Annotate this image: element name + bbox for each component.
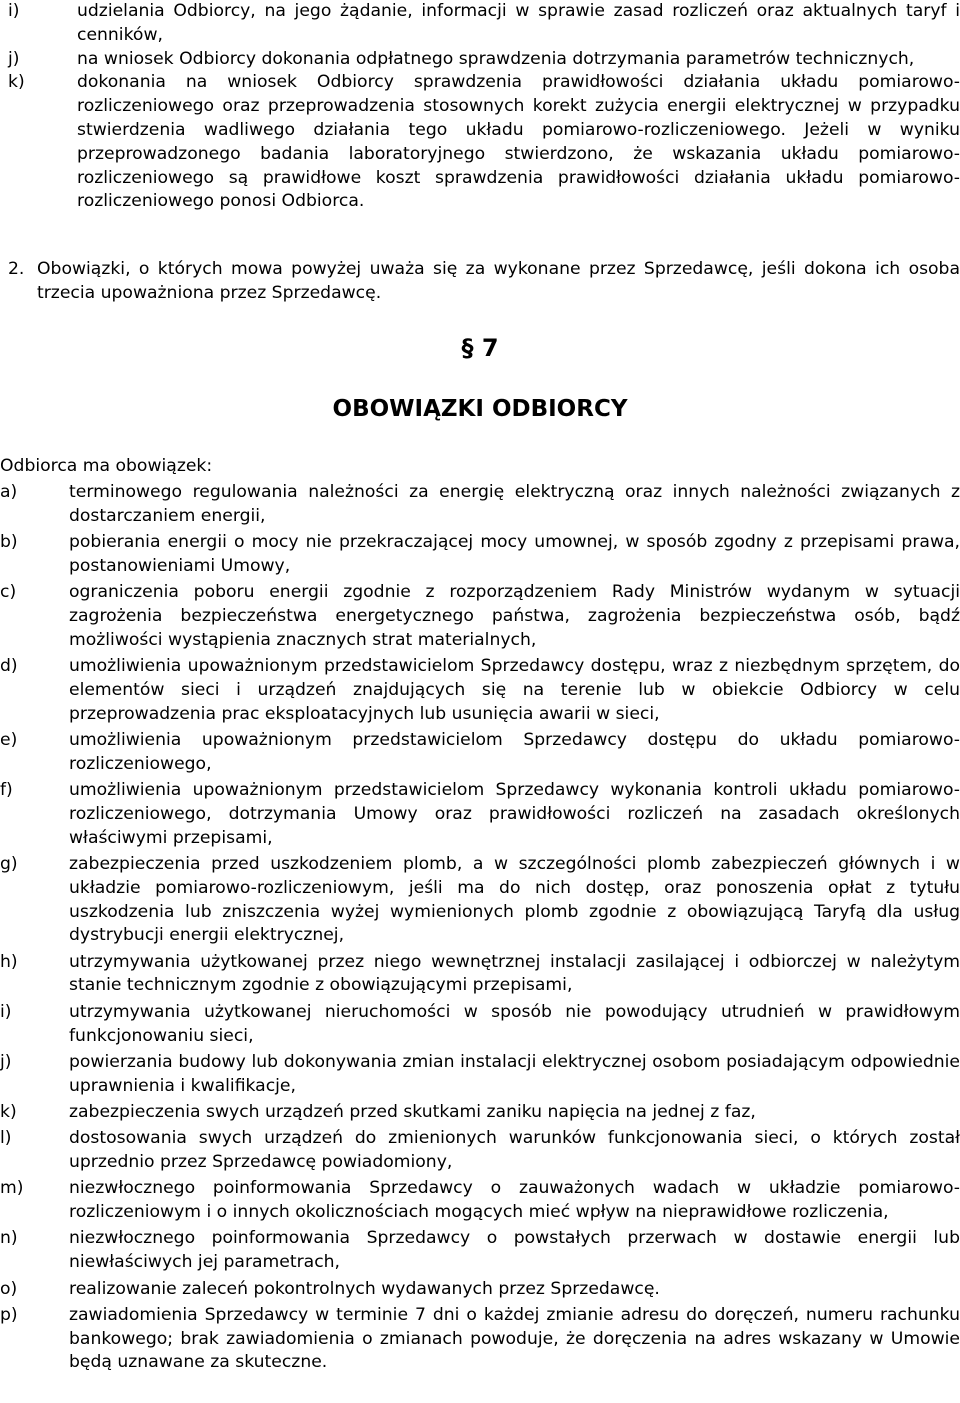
list-text: zabezpieczenia swych urządzeń przed skutkami zaniku napięcia na jednej z faz, [69, 1101, 756, 1122]
list-marker: a) [0, 482, 18, 502]
list-text: niezwłocznego poinformowania Sprzedawcy o zauważonych wadach w układzie pomiarowo-rozliczeniowym i o innych okolicznościach mogących mieć wpływ na nieprawidłowe rozliczenia, [69, 1178, 960, 1223]
point-text: Obowiązki, o których mowa powyżej uważa się za wykonane przez Sprzedawcę, jeśli dokona ich osoba trzecia upoważniona przez Sprzedawcę. [37, 259, 960, 303]
list-item [8, 71, 960, 214]
list-marker: l) [0, 1128, 12, 1149]
list-item [0, 853, 960, 948]
list-marker: k) [0, 1101, 17, 1122]
list-text: umożliwienia upoważnionym przedstawicielom Sprzedawcy dostępu do układu pomiarowo-rozliczeniowego, [69, 729, 960, 774]
list-item [8, 48, 960, 72]
list-marker: d) [0, 656, 18, 677]
list-marker: n) [0, 1228, 18, 1249]
list-item [0, 1304, 960, 1375]
list-marker: c) [0, 582, 17, 603]
list-item [0, 1177, 960, 1225]
list-item [0, 779, 960, 850]
list-marker: f) [0, 780, 13, 801]
list-text: zawiadomienia Sprzedawcy w terminie 7 dni o każdej zmianie adresu do doręczeń, numeru rachunku bankowego; brak zawiadomienia o zmianach powoduje, że doręczenia na adres wskazany w Umowie będą uznawane za skuteczne. [69, 1304, 960, 1373]
list-text: dokonania na wniosek Odbiorcy sprawdzenia prawidłowości działania układu pomiarowo-rozliczeniowego oraz przeprowadzenia stosownych korekt zużycia energii elektrycznej w przypadku stwierdzenia wadliwego działania tego układu pomiarowo-rozliczeniowego. Jeżeli w wyniku przeprowadzonego badania laboratoryjnego stwierdzono, że wskazania układu pomiarowo-rozliczeniowego są prawidłowe koszt sprawdzenia prawidłowości działania układu pomiarowo-rozliczeniowego ponosi Odbiorca. [77, 72, 960, 212]
list-item [0, 1101, 960, 1125]
list-item [0, 1127, 960, 1175]
point-2 [8, 258, 960, 306]
list-marker: h) [0, 951, 18, 972]
list-item [0, 729, 960, 777]
duties-list [0, 481, 960, 1378]
list-text: pobierania energii o mocy nie przekraczającej mocy umownej, w sposób zgodny z przepisami prawa, postanowieniami Umowy, [69, 532, 960, 576]
list-item [0, 655, 960, 726]
list-item [0, 1051, 960, 1099]
list-marker: m) [0, 1178, 24, 1199]
list-item [0, 581, 960, 652]
list-text: realizowanie zaleceń pokontrolnych wydawanych przez Sprzedawcę. [69, 1278, 660, 1299]
list-marker: g) [0, 853, 18, 874]
list-marker: i) [8, 1, 20, 21]
list-item [0, 951, 960, 999]
list-marker: b) [0, 532, 18, 553]
list-text: ograniczenia poboru energii zgodnie z rozporządzeniem Rady Ministrów wydanym w sytuacji zagrożenia bezpieczeństwa energetycznego państwa, zagrożenia bezpieczeństwa osób, bądź możliwości wystąpienia znacznych strat materialnych, [69, 582, 960, 650]
list-text: zabezpieczenia przed uszkodzeniem plomb, a w szczególności plomb zabezpieczeń głównych i w układzie pomiarowo-rozliczeniowym, jeśli ma do nich dostęp, oraz ponoszenia opłat z tytułu uszkodzenia lub zniszczenia wyżej wymienionych plomb zgodnie z obowiązującą Taryfą dla usług dystrybucji energii elektrycznej, [69, 853, 960, 946]
list-text: dostosowania swych urządzeń do zmienionych warunków funkcjonowania sieci, o których został uprzednio przez Sprzedawcę powiadomiony, [69, 1128, 960, 1173]
list-text: powierzania budowy lub dokonywania zmian instalacji elektrycznej osobom posiadającym odpowiednie uprawnienia i kwalifikacje, [69, 1051, 960, 1096]
list-marker: p) [0, 1304, 18, 1325]
list-text: na wniosek Odbiorcy dokonania odpłatnego sprawdzenia dotrzymania parametrów technicznych, [77, 48, 915, 69]
list-marker: o) [0, 1278, 18, 1299]
intro-text: Odbiorca ma obowiązek: [0, 456, 213, 476]
list-text: umożliwienia upoważnionym przedstawicielom Sprzedawcy wykonania kontroli układu pomiarowo-rozliczeniowego, dotrzymania Umowy oraz prawidłowości rozliczeń na zasadach określonych właściwymi przepisami, [69, 780, 960, 848]
section-title: OBOWIĄZKI ODBIORCY [332, 396, 628, 422]
list-marker: k) [8, 72, 25, 93]
list-marker: e) [0, 729, 18, 750]
list-text: utrzymywania użytkowanej nieruchomości w sposób nie powodujący utrudnień w prawidłowym funkcjonowaniu sieci, [69, 1001, 960, 1046]
list-text: udzielania Odbiorcy, na jego żądanie, informacji w sprawie zasad rozliczeń oraz aktualnych taryf i cenników, [77, 1, 960, 45]
list-item [0, 1227, 960, 1275]
list-item [0, 531, 960, 579]
list-text: terminowego regulowania należności za energię elektryczną oraz innych należności związanych z dostarczaniem energii, [69, 482, 960, 526]
top-list [8, 0, 960, 214]
list-text: niezwłocznego poinformowania Sprzedawcy o powstałych przerwach w dostawie energii lub niewłaściwych jej parametrach, [69, 1228, 960, 1273]
list-item [0, 1278, 960, 1302]
list-marker: i) [0, 1001, 12, 1022]
list-text: umożliwienia upoważnionym przedstawicielom Sprzedawcy dostępu, wraz z niezbędnym sprzętem, do elementów sieci i urządzeń znajdujących się na terenie lub w obiekcie Odbiorcy w celu przeprowadzenia prac eksploatacyjnych lub usunięcia awarii w sieci, [69, 656, 960, 724]
list-marker: j) [8, 48, 20, 69]
list-item [0, 481, 960, 529]
list-text: utrzymywania użytkowanej przez niego wewnętrznej instalacji zasilającej i odbiorczej w należytym stanie technicznym zgodnie z obowiązującymi przepisami, [69, 951, 960, 996]
list-item [0, 1001, 960, 1049]
section-number: § 7 [461, 334, 499, 362]
list-marker: j) [0, 1051, 12, 1072]
list-item [8, 0, 960, 48]
point-marker: 2. [8, 259, 25, 279]
